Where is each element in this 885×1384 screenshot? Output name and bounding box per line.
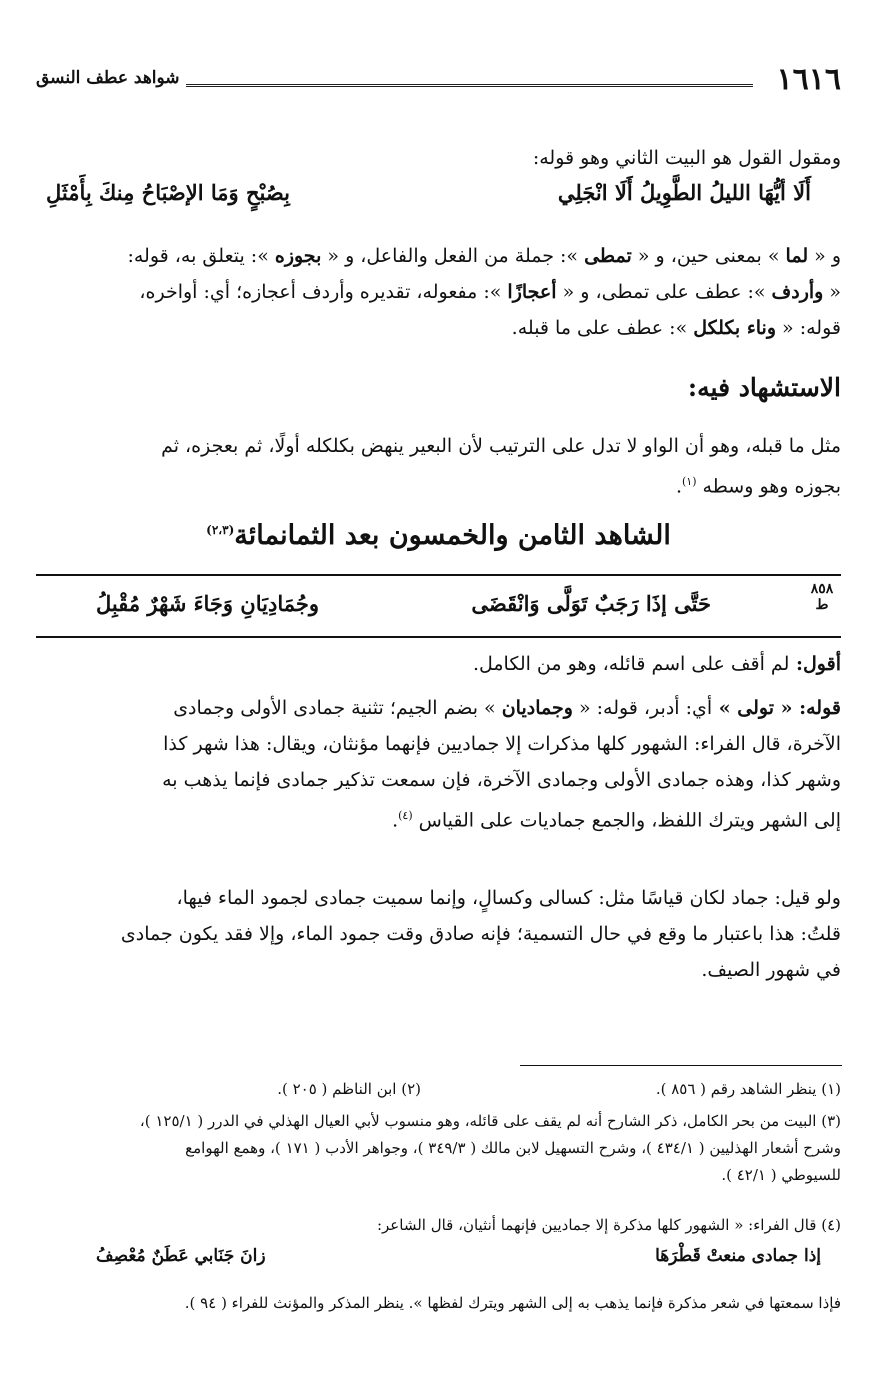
verse-first-hemistich: أَلَا أيُّهَا الليلُ الطَّوِيلُ أَلَا انْجَلِي xyxy=(557,180,811,205)
evidence-paragraph: مثل ما قبله، وهو أن الواو لا تدل على الترتيب لأن البعير ينهض بكلكله أولًا، ثم بعجزه، ثم بجوزه وهو وسطه $^{(١)}$. xyxy=(161,435,841,498)
footnote-3: (٣) البيت من بحر الكامل، ذكر الشارح أنه لم يقف على قائله، وهو منسوب لأبي العيال الهذلي في الدرر ( ١٢٥/١ )، وشرح أشعار الهذليين ( ٤٣٤/١ )، وشرح التسهيل لابن مالك ( ٣٤٩/٣ )، وجواهر الأدب ( ١٧١ )، وهمع الهوامع للسيوطي ( ٤٢/١ ). xyxy=(139,1112,841,1184)
footnote-4: (٤) قال الفراء: « الشهور كلها مذكرة إلا جماديين فإنهما أنثيان، قال الشاعر: xyxy=(376,1216,841,1234)
grammar-paragraph xyxy=(36,238,841,346)
quoted-verse xyxy=(36,180,841,220)
footnote-verse-first: إذا جمادى منعتْ قَطْرَهَا xyxy=(655,1246,821,1266)
footnote-verse xyxy=(36,1246,841,1276)
commentary-paragraph-2: ولو قيل: جماد لكان قياسًا مثل: كسالى وكسالٍ، وإنما سميت جمادى لجمود الماء فيها، قلتُ: هذا باعتبار ما وقع في حال التسمية؛ فإنه صادق وقت جمود الماء، وإلا فقد يكون جمادى في شهور الصيف. xyxy=(120,887,841,981)
footnote-4-end: فإذا سمعتها في شعر مذكرة فإنما يذهب به إلى الشهر ويترك لفظها ». ينظر المذكر والمؤنث للفراء ( ٩٤ ). xyxy=(184,1294,841,1312)
grammar-line-3: قوله: « وناء بكلكل »: عطف على ما قبله. xyxy=(511,317,841,339)
witness-verse xyxy=(36,581,841,633)
verse-second-hemistich: بِصُبْحٍ وَمَا الإصْبَاحُ مِنكَ بِأَمْثَلِ xyxy=(46,180,290,205)
witness-first-hemistich: حَتَّى إذَا رَجَبٌ تَوَلَّى وَانْقَضَى xyxy=(471,591,711,616)
page-number: ١٦١٦ xyxy=(776,62,841,97)
section-heading: الاستشهاد فيه: xyxy=(687,373,841,402)
running-title: شواهد عطف النسق xyxy=(36,68,180,88)
witness-second-hemistich: وجُمَادِيَانِ وَجَاءَ شَهْرٌ مُقْبِلُ xyxy=(96,591,319,616)
header-rule xyxy=(186,84,753,90)
footnote-verse-second: زانَ جَنَابي عَطَنٌ مُعْصِفُ xyxy=(96,1246,266,1266)
footnote-rule xyxy=(520,1065,842,1066)
witness-bottom-rule xyxy=(36,636,841,638)
witness-top-rule xyxy=(36,574,841,576)
witness-title: الشاهد الثامن والخمسون بعد الثمانمائة$^{(٢،٣)}$ xyxy=(206,520,671,551)
grammar-line-1: و « لما » بمعنى حين، و « تمطى »: جملة من الفعل والفاعل، و « بجوزه »: يتعلق به، قوله: xyxy=(127,245,841,267)
page-header xyxy=(36,62,841,106)
attribution-line: أقول: لم أقف على اسم قائله، وهو من الكامل. xyxy=(472,653,841,675)
intro-line: ومقول القول هو البيت الثاني وهو قوله: xyxy=(532,147,841,169)
witness-title-note-ref: (٢،٣) xyxy=(206,523,235,537)
witness-number: ٨٥٨ ط xyxy=(810,581,834,613)
grammar-line-2: « وأردف »: عطف على تمطى، و « أعجازًا »: مفعوله، تقديره وأردف أعجازه؛ أي: أواخره، xyxy=(139,281,841,303)
commentary-paragraph-1: قوله: « تولى » أي: أدبر، قوله: « وجماديان » بضم الجيم؛ تثنية جمادى الأولى وجمادى الآخرة، قال الفراء: الشهور كلها مذكرات إلا جماديين فإنهما مؤنثان، ويقال: هذا شهر كذا وشهر كذا، وهذه جمادى الأولى وجمادى الآخرة، فإن سمعت تذكير جمادى فإنما يذهب به إلى الشهر ويترك اللفظ، والجمع جماديات على القياس $^{(٤)}$. xyxy=(162,697,841,832)
footnote-row-1-2 xyxy=(36,1080,841,1107)
footnote-2: (٢) ابن الناظم ( ٢٠٥ ). xyxy=(277,1080,421,1098)
footnote-1: (١) ينظر الشاهد رقم ( ٨٥٦ ). xyxy=(655,1080,841,1098)
